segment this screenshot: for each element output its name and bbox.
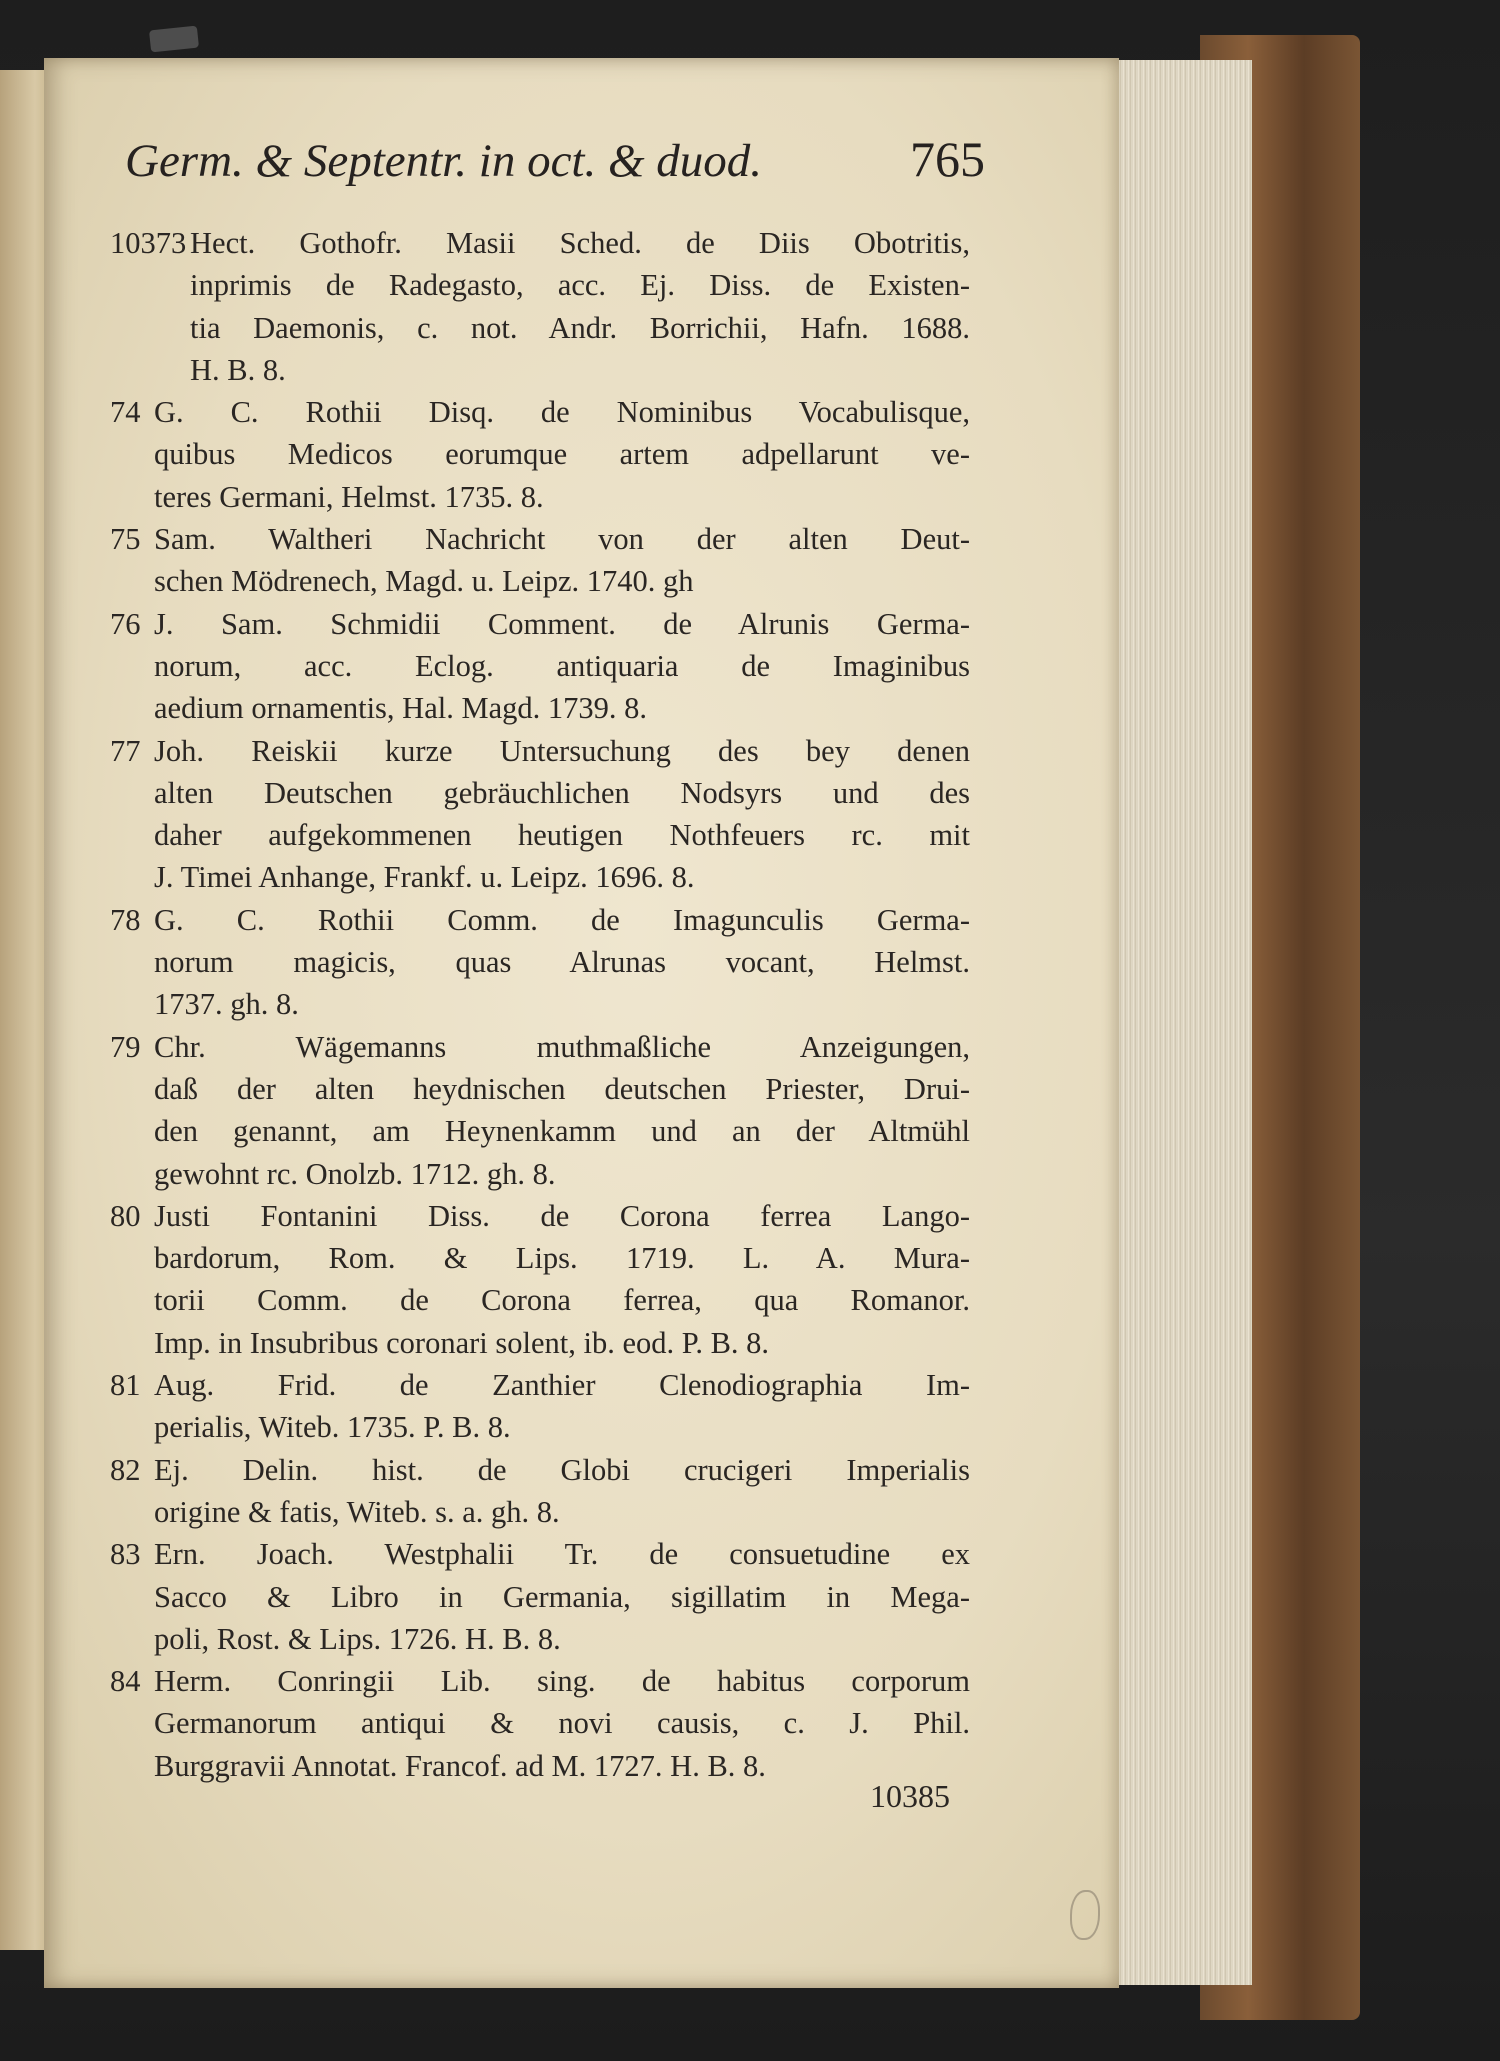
entry-line: J. Timei Anhange, Frankf. u. Leipz. 1696. 8. [154, 860, 695, 895]
entry-line: Sacco & Libro in Germania, sigillatim in Mega- [154, 1579, 970, 1614]
catchword: 10385 [870, 1778, 950, 1814]
entry-line: H. B. 8. [190, 352, 286, 387]
catalogue-entry [110, 603, 970, 730]
entry-line: Ern. Joach. Westphalii Tr. de consuetudine ex [154, 1537, 970, 1572]
entry-line: norum, acc. Eclog. antiquaria de Imaginibus [154, 648, 970, 683]
catalogue-entry [110, 1660, 970, 1787]
page-block-edges [1110, 60, 1252, 1985]
catalogue-entry [110, 899, 970, 1026]
entry-line: tia Daemonis, c. not. Andr. Borrichii, Hafn. 1688. [190, 310, 970, 345]
catalogue-entry [110, 730, 970, 899]
catalogue-entry [110, 1026, 970, 1195]
entry-line: Burggravii Annotat. Francof. ad M. 1727. H. B. 8. [154, 1748, 766, 1783]
catalogue-entry [110, 1533, 970, 1660]
entry-line: 1737. gh. 8. [154, 987, 299, 1022]
catalogue-entries [110, 222, 970, 1787]
entry-line: norum magicis, quas Alrunas vocant, Helmst. [154, 945, 970, 980]
entry-line: J. Sam. Schmidii Comment. de Alrunis Germa- [154, 606, 970, 641]
entry-number: 77 [110, 733, 141, 768]
entry-line: poli, Rost. & Lips. 1726. H. B. 8. [154, 1621, 561, 1656]
entry-line: G. C. Rothii Comm. de Imagunculis Germa- [154, 902, 970, 937]
entry-number: 79 [110, 1029, 141, 1064]
entry-number: 80 [110, 1198, 141, 1233]
catalogue-entry [110, 518, 970, 603]
entry-line: Imp. in Insubribus coronari solent, ib. eod. P. B. 8. [154, 1325, 770, 1360]
catalogue-entry [110, 1449, 970, 1534]
entry-line: gewohnt rc. Onolzb. 1712. gh. 8. [154, 1156, 556, 1191]
entry-line: torii Comm. de Corona ferrea, qua Romanor. [154, 1283, 970, 1318]
entry-line: Joh. Reiskii kurze Untersuchung des bey denen [154, 733, 970, 768]
entry-line: daher aufgekommenen heutigen Nothfeuers rc. mit [154, 818, 970, 853]
entry-number: 76 [110, 606, 141, 641]
entry-line: alten Deutschen gebräuchlichen Nodsyrs und des [154, 775, 970, 810]
catalogue-entry [110, 1364, 970, 1449]
pencil-mark [1070, 1890, 1100, 1940]
entry-line: G. C. Rothii Disq. de Nominibus Vocabulisque, [154, 395, 970, 430]
entry-number: 81 [110, 1368, 141, 1403]
catalogue-entry [110, 391, 970, 518]
entry-line: Germanorum antiqui & novi causis, c. J. Phil. [154, 1706, 970, 1741]
catalogue-entry [110, 1195, 970, 1364]
entry-line: daß der alten heydnischen deutschen Priester, Drui- [154, 1071, 970, 1106]
entry-line: Herm. Conringii Lib. sing. de habitus corporum [154, 1664, 970, 1699]
catalogue-entry [110, 222, 970, 391]
entry-line: den genannt, am Heynenkamm und an der Altmühl [154, 1114, 970, 1149]
running-header [125, 130, 985, 194]
entry-number: 83 [110, 1537, 141, 1572]
page-number: 765 [910, 131, 985, 187]
entry-line: aedium ornamentis, Hal. Magd. 1739. 8. [154, 691, 647, 726]
entry-line: quibus Medicos eorumque artem adpellarunt ve- [154, 437, 970, 472]
entry-number: 84 [110, 1664, 141, 1699]
entry-line: bardorum, Rom. & Lips. 1719. L. A. Mura- [154, 1241, 970, 1276]
header-title: Germ. & Septentr. in oct. & duod. [125, 135, 763, 187]
entry-number: 78 [110, 902, 141, 937]
entry-number: 74 [110, 395, 141, 430]
entry-line: perialis, Witeb. 1735. P. B. 8. [154, 1410, 511, 1445]
entry-line: Chr. Wägemanns muthmaßliche Anzeigungen, [154, 1029, 970, 1064]
entry-line: inprimis de Radegasto, acc. Ej. Diss. de Existen- [190, 268, 970, 303]
entry-line: schen Mödrenech, Magd. u. Leipz. 1740. gh [154, 564, 694, 599]
entry-line: Aug. Frid. de Zanthier Clenodiographia Im- [154, 1368, 970, 1403]
entry-line: Sam. Waltheri Nachricht von der alten Deut- [154, 522, 970, 557]
entry-line: Ej. Delin. hist. de Globi crucigeri Imperialis [154, 1452, 970, 1487]
entry-line: Hect. Gothofr. Masii Sched. de Diis Obotritis, [190, 226, 970, 260]
entry-line: teres Germani, Helmst. 1735. 8. [154, 479, 544, 514]
entry-line: origine & fatis, Witeb. s. a. gh. 8. [154, 1494, 560, 1529]
entry-number: 75 [110, 522, 141, 557]
entry-number: 10373 [110, 226, 187, 260]
entry-number: 82 [110, 1452, 141, 1487]
entry-line: Justi Fontanini Diss. de Corona ferrea Lango- [154, 1198, 970, 1233]
